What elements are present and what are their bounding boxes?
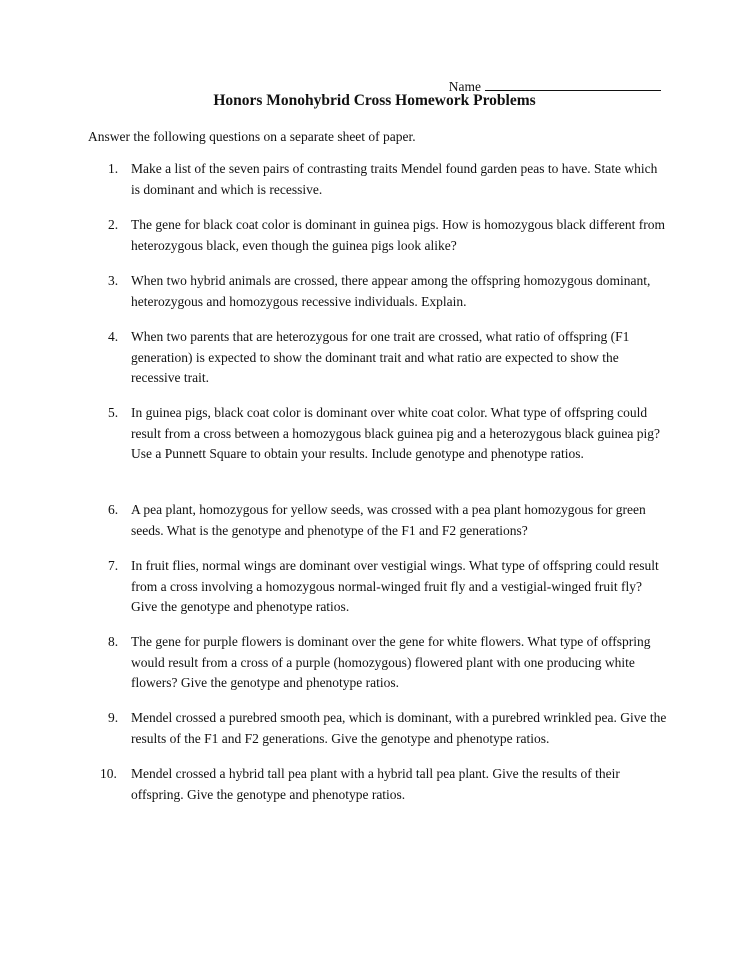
question-number: 10. — [100, 766, 117, 781]
question-item — [108, 215, 668, 256]
question-number: 3. — [108, 273, 119, 288]
question-text: In fruit flies, normal wings are dominant over vestigial wings. What type of offspring could result from a cross involving a homozygous normal-winged fruit fly and a vestigial-winged fruit fly? Give the genotype and phenotype ratios. — [131, 558, 659, 614]
question-text: Mendel crossed a hybrid tall pea plant with a hybrid tall pea plant. Give the results of their offspring. Give the genotype and phenotype ratios. — [131, 766, 620, 802]
question-text: The gene for black coat color is dominant in guinea pigs. How is homozygous black different from heterozygous black, even though the guinea pigs look alike? — [131, 217, 665, 253]
question-item — [100, 764, 668, 805]
question-number: 8. — [108, 634, 119, 649]
question-text: When two parents that are heterozygous for one trait are crossed, what ratio of offspring (F1 generation) is expected to show the dominant trait and what ratio are expected to show the recessive trait. — [131, 329, 630, 385]
name-label: Name — [448, 79, 481, 94]
question-number: 5. — [108, 405, 119, 420]
instructions-text: Answer the following questions on a separate sheet of paper. — [88, 129, 416, 144]
name-blank-line — [485, 76, 661, 91]
question-item — [108, 403, 668, 465]
question-item — [108, 556, 668, 618]
question-number: 6. — [108, 502, 119, 517]
question-number: 9. — [108, 710, 119, 725]
question-text: In guinea pigs, black coat color is dominant over white coat color. What type of offspring could result from a cross between a homozygous black guinea pig and a heterozygous black guinea pig? Use a Punnett Square to obtain your results. Include genotype and phenotype ratios. — [131, 405, 660, 461]
question-text: The gene for purple flowers is dominant over the gene for white flowers. What type of offspring would result from a cross of a purple (homozygous) flowered plant with one producing white flowers? Give the genotype and phenotype ratios. — [131, 634, 651, 690]
page-title: Honors Monohybrid Cross Homework Problems — [213, 92, 536, 109]
question-item — [108, 632, 668, 694]
question-number: 1. — [108, 161, 119, 176]
question-text: Make a list of the seven pairs of contrasting traits Mendel found garden peas to have. State which is dominant and which is recessive. — [131, 161, 658, 197]
question-number: 2. — [108, 217, 119, 232]
question-text: A pea plant, homozygous for yellow seeds, was crossed with a pea plant homozygous for green seeds. What is the genotype and phenotype of the F1 and F2 generations? — [131, 502, 646, 538]
question-item — [108, 708, 668, 749]
question-number: 7. — [108, 558, 119, 573]
question-item — [108, 271, 668, 312]
question-text: When two hybrid animals are crossed, there appear among the offspring homozygous dominant, heterozygous and homozygous recessive individuals. Explain. — [131, 273, 651, 309]
question-number: 4. — [108, 329, 119, 344]
question-item — [108, 500, 668, 541]
question-text: Mendel crossed a purebred smooth pea, which is dominant, with a purebred wrinkled pea. Give the results of the F1 and F2 generations. Give the genotype and phenotype ratios. — [131, 710, 667, 746]
question-item — [108, 327, 668, 389]
question-item — [108, 159, 668, 200]
